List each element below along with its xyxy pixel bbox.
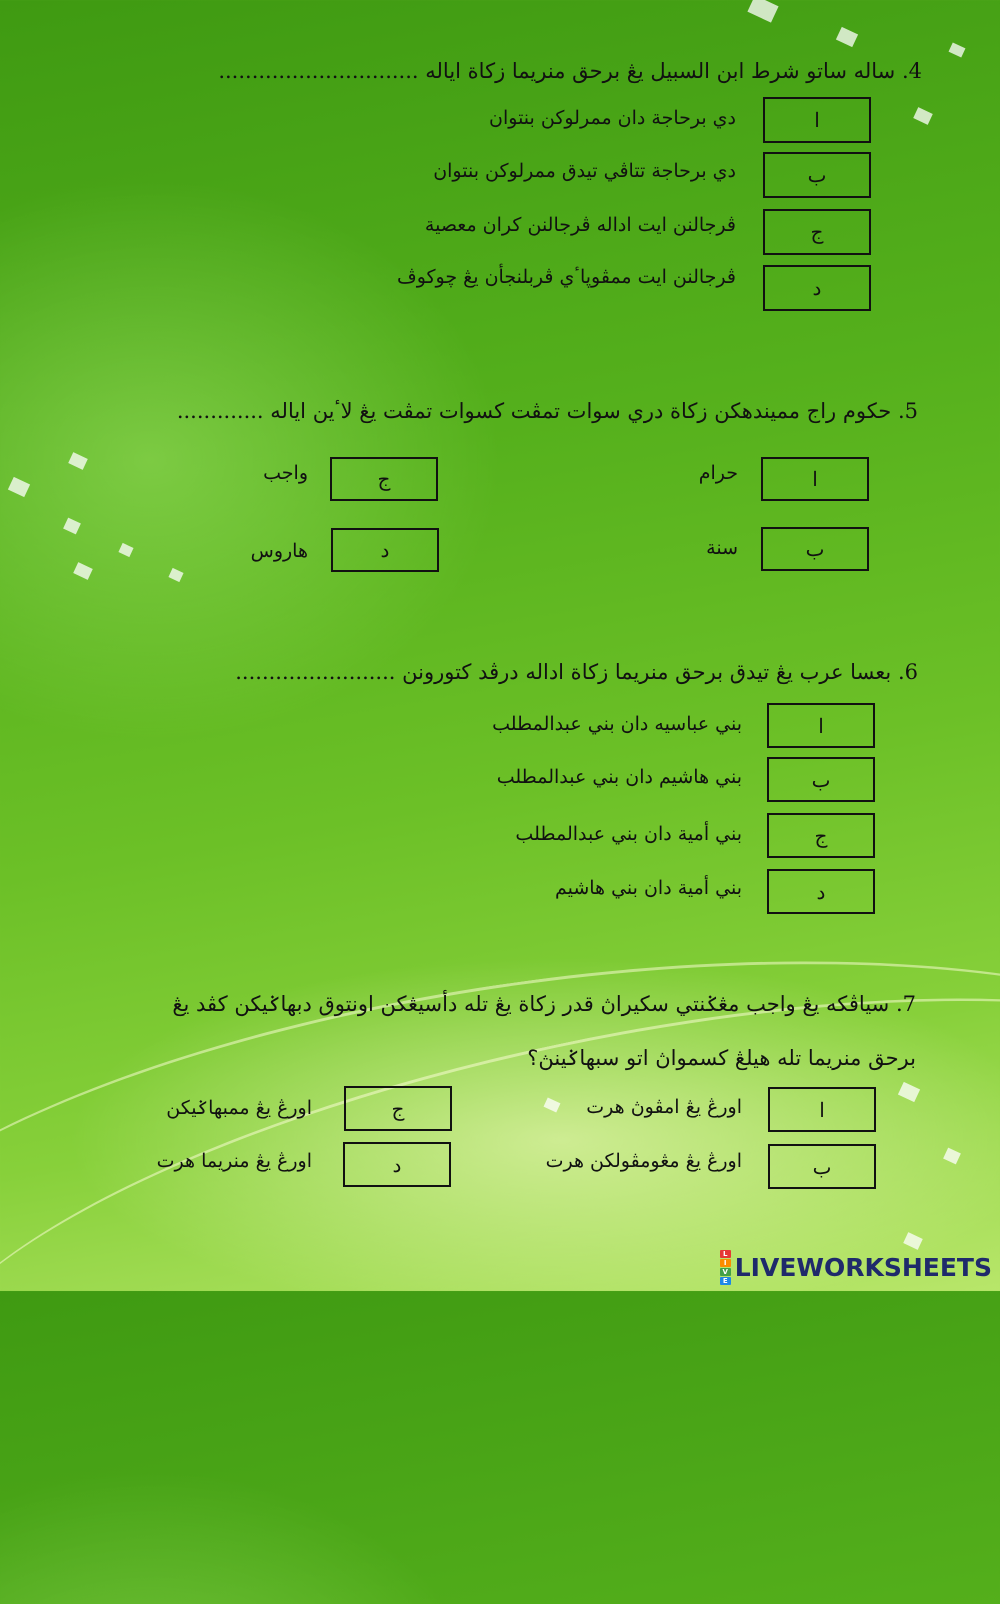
q4-option-b-box[interactable]: ب xyxy=(763,152,871,198)
q4-option-c-box[interactable]: ج xyxy=(763,209,871,255)
q6-option-a-text: بني عباسيه دان بني عبدالمطلب xyxy=(492,713,742,735)
q6-option-a-box[interactable]: ا xyxy=(767,703,875,748)
q7-option-c-box[interactable]: ج xyxy=(344,1086,452,1131)
background-sparkle xyxy=(913,107,933,125)
background-sparkle xyxy=(836,27,858,47)
q7-option-b-text: اورڠ يڠ مڠومڤولكن هرت xyxy=(545,1150,742,1172)
liveworksheets-logo xyxy=(720,1250,992,1285)
q7-option-c-text: اورڠ يڠ ممبهاݢيكن xyxy=(166,1097,312,1119)
logo-letter: E xyxy=(720,1277,731,1285)
q7-option-d-text: اورڠ يڠ منريما هرت xyxy=(156,1150,312,1172)
background-sparkle xyxy=(118,543,133,557)
q6-option-d-box[interactable]: د xyxy=(767,869,875,914)
q6-option-b-text: بني هاشيم دان بني عبدالمطلب xyxy=(496,766,742,788)
q7-option-a-text: اورڠ يڠ امڤوڽ هرت xyxy=(586,1096,742,1118)
q5-option-b-box[interactable]: ب xyxy=(761,527,869,571)
q7-option-a-box[interactable]: ا xyxy=(768,1087,876,1132)
live-badge-icon xyxy=(720,1250,731,1285)
q4-option-a-text: دي برحاجة دان ممرلوكن بنتوان xyxy=(489,107,736,129)
question-5: 5. حكوم راج مميندهكن زكاة دري سوات تمڤت كسوات تمڤت يڠ لاٴين اياله ............. xyxy=(176,399,918,423)
q4-option-c-text: ڤرجالنن ايت اداله ڤرجالنن كران معصية xyxy=(424,214,736,236)
q4-option-b-text: دي برحاجة تتاڤي تيدق ممرلوكن بنتوان xyxy=(433,160,736,182)
background-sparkle xyxy=(63,518,81,535)
q7-option-d-box[interactable]: د xyxy=(343,1142,451,1187)
q4-option-d-box[interactable]: د xyxy=(763,265,871,311)
background-sparkle xyxy=(8,477,30,497)
q7-option-b-box[interactable]: ب xyxy=(768,1144,876,1189)
q5-option-a-box[interactable]: ا xyxy=(761,457,869,501)
question-6: 6. بعسا عرب يڠ تيدق برحق منريما زكاة اداله درڤد كتورونن ........................ xyxy=(235,660,918,684)
q4-option-d-text: ڤرجالنن ايت ممڤوڽاٴي ڤربلنجأن يڠ چوكوڤ xyxy=(397,266,736,288)
q5-option-d-text: هاروس xyxy=(250,540,308,562)
q6-option-c-box[interactable]: ج xyxy=(767,813,875,858)
q5-option-c-text: واجب xyxy=(263,462,308,484)
logo-letter: I xyxy=(720,1259,731,1267)
q5-option-a-text: حرام xyxy=(698,462,738,484)
logo-letter: V xyxy=(720,1268,731,1276)
question-4: 4. ساله ساتو شرط ابن السبيل يڠ برحق منريما زكاة اياله .............................. xyxy=(218,59,922,83)
logo-letter: L xyxy=(720,1250,731,1258)
background-sparkle xyxy=(73,562,93,580)
q5-option-c-box[interactable]: ج xyxy=(330,457,438,501)
background-sparkle xyxy=(68,452,88,470)
q5-option-b-text: سنة xyxy=(706,537,738,559)
q6-option-b-box[interactable]: ب xyxy=(767,757,875,802)
q4-option-a-box[interactable]: ا xyxy=(763,97,871,143)
q6-option-c-text: بني أمية دان بني عبدالمطلب xyxy=(515,823,742,845)
background-sparkle xyxy=(168,568,183,582)
q6-option-d-text: بني أمية دان بني هاشيم xyxy=(554,877,742,899)
question-7: 7. سياڤكه يڠ واجب مڠݢنتي سكيراڽ قدر زكاة يڠ تله دأسيڠكن اونتوق دبهاݢيكن كڤد يڠ برحق منريما تله هيلڠ كسمواڽ اتو سبهاݢينڽ؟ xyxy=(172,992,916,1070)
q5-option-d-box[interactable]: د xyxy=(331,528,439,572)
background-sparkle xyxy=(747,0,778,23)
logo-text: LIVEWORKSHEETS xyxy=(734,1253,992,1282)
background-sparkle xyxy=(949,43,966,58)
